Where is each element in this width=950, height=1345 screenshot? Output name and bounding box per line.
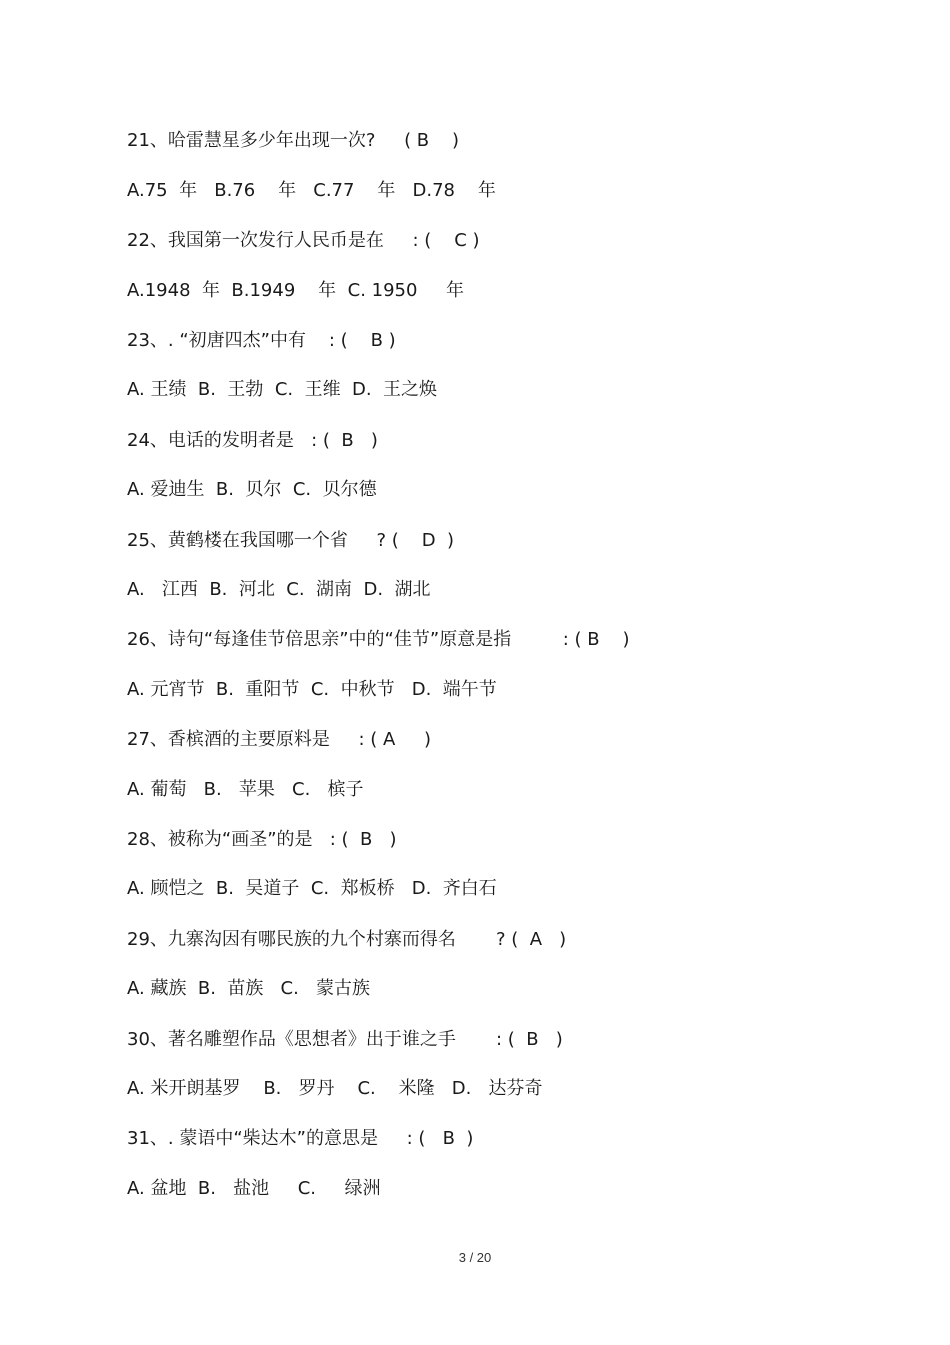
- options-29: A. 藏族 B. 苗族 C. 蒙古族: [127, 978, 371, 999]
- question-27: 27、香槟酒的主要原料是 : ( A ): [127, 729, 431, 750]
- options-30: A. 米开朗基罗 B. 罗丹 C. 米隆 D. 达芬奇: [127, 1078, 543, 1099]
- question-24: 24、电话的发明者是 : ( B ): [127, 430, 378, 451]
- question-21: 21、哈雷慧星多少年出现一次? ( B ): [127, 130, 460, 151]
- options-27: A. 葡萄 B. 苹果 C. 槟子: [127, 779, 364, 800]
- options-24: A. 爱迪生 B. 贝尔 C. 贝尔德: [127, 479, 377, 500]
- options-21: A.75 年 B.76 年 C.77 年 D.78 年: [127, 180, 496, 201]
- question-23: 23、. “初唐四杰”中有 : ( B ): [127, 330, 396, 351]
- options-23: A. 王绩 B. 王勃 C. 王维 D. 王之焕: [127, 379, 438, 400]
- options-26: A. 元宵节 B. 重阳节 C. 中秋节 D. 端午节: [127, 679, 497, 700]
- question-22: 22、我国第一次发行人民币是在 : ( C ): [127, 230, 480, 251]
- question-28: 28、被称为“画圣”的是 : ( B ): [127, 829, 397, 850]
- options-31: A. 盆地 B. 盐池 C. 绿洲: [127, 1178, 381, 1199]
- question-31: 31、. 蒙语中“柴达木”的意思是 : ( B ): [127, 1128, 474, 1149]
- question-30: 30、著名雕塑作品《思想者》出于谁之手 : ( B ): [127, 1029, 563, 1050]
- options-28: A. 顾恺之 B. 吴道子 C. 郑板桥 D. 齐白石: [127, 878, 497, 899]
- options-22: A.1948 年 B.1949 年 C. 1950 年: [127, 280, 465, 301]
- page-number: 3 / 20: [458, 1250, 492, 1265]
- question-26: 26、诗句“每逢佳节倍思亲”中的“佳节”原意是指 : ( B ): [127, 629, 630, 650]
- question-25: 25、黄鹤楼在我国哪一个省 ? ( D ): [127, 530, 455, 551]
- question-29: 29、九寨沟因有哪民族的九个村寨而得名 ? ( A ): [127, 929, 567, 950]
- options-25: A. 江西 B. 河北 C. 湖南 D. 湖北: [127, 579, 431, 600]
